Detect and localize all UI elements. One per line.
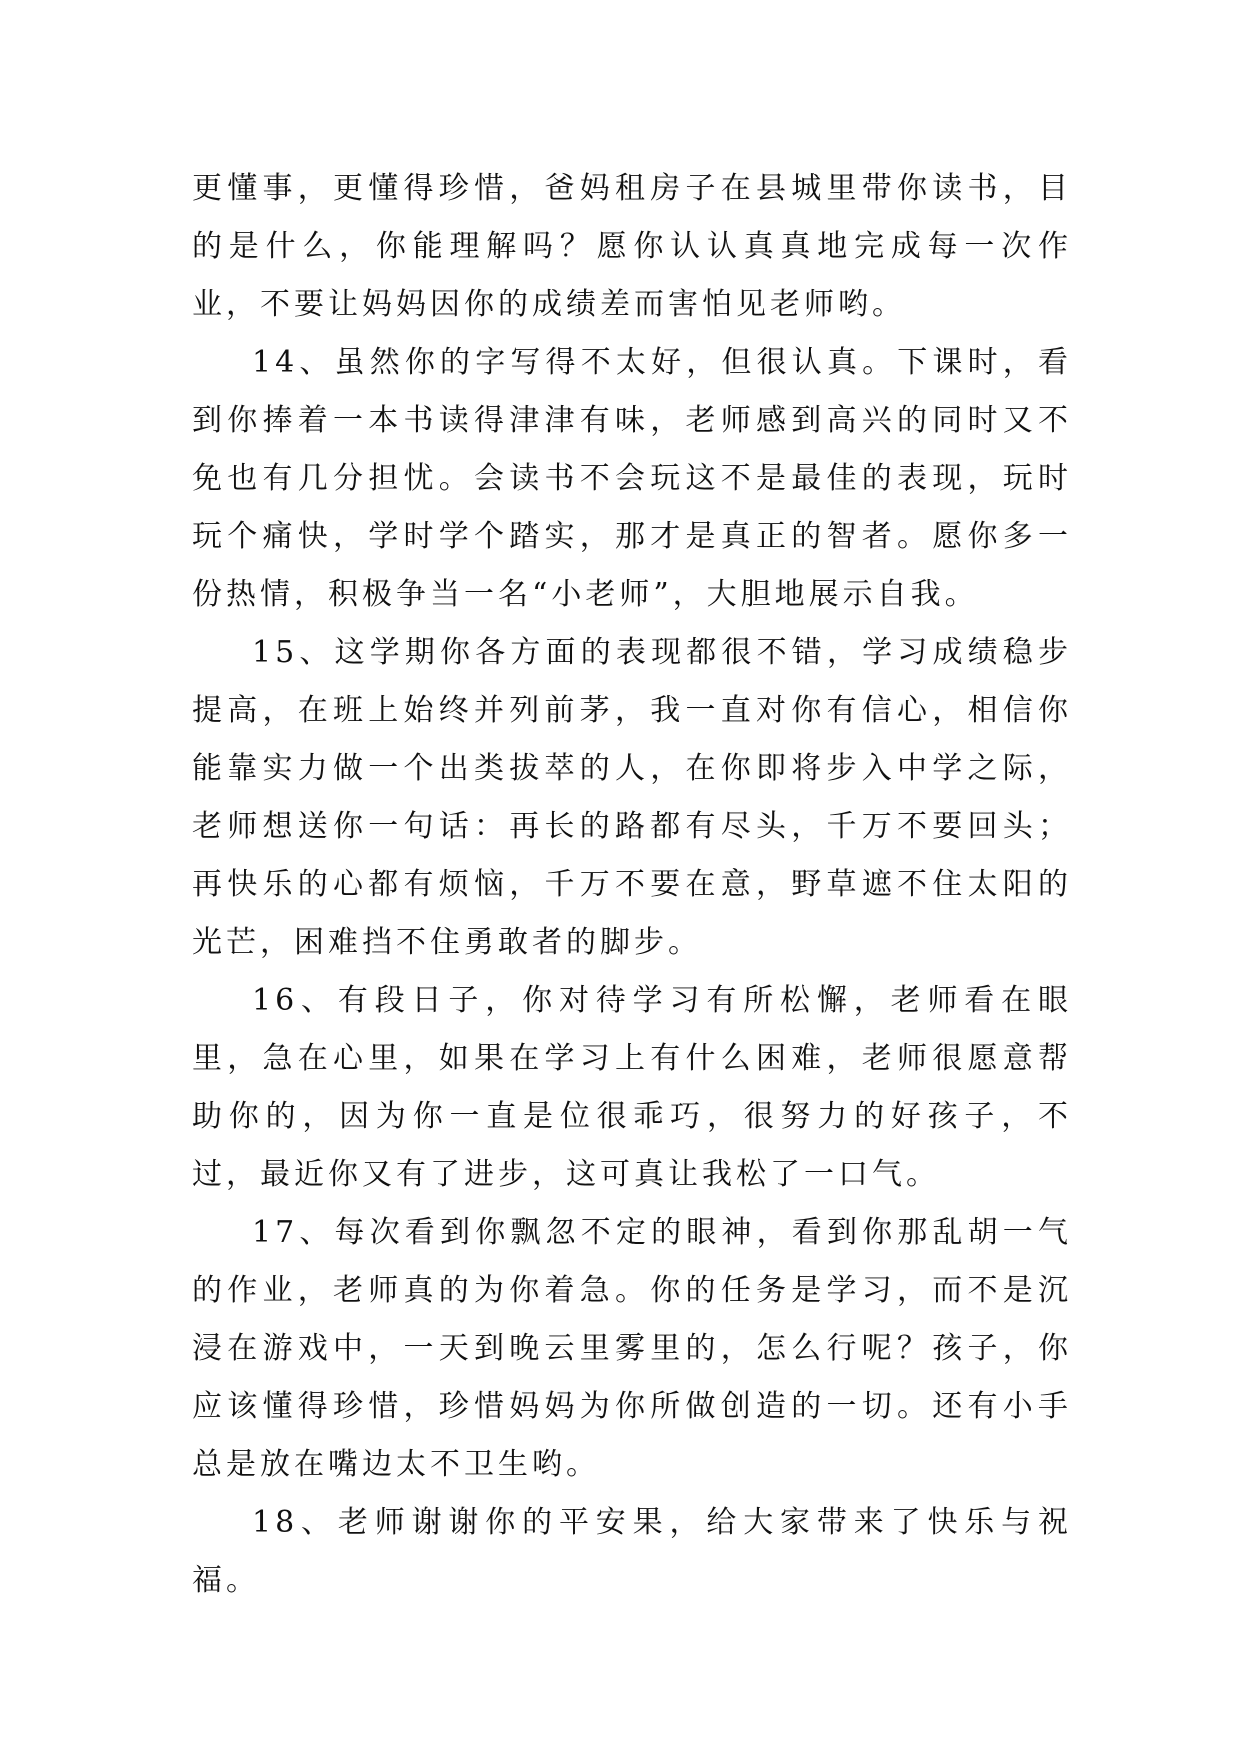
paragraph-14: 14、虽然你的字写得不太好，但很认真。下课时，看到你捧着一本书读得津津有味，老师感到高兴的同时又不免也有几分担忧。会读书不会玩这不是最佳的表现，玩时玩个痛快，学时学个踏实，那才是真正的智者。愿你多一份热情，积极争当一名“小老师”，大胆地展示自我。 (192, 345, 1072, 612)
document-page (192, 160, 1072, 1610)
paragraph-17: 17、每次看到你飘忽不定的眼神，看到你那乱胡一气的作业，老师真的为你着急。你的任务是学习，而不是沉浸在游戏中，一天到晚云里雾里的，怎么行呢？孩子，你应该懂得珍惜，珍惜妈妈为你所做创造的一切。还有小手总是放在嘴边太不卫生哟。 (192, 1215, 1072, 1482)
paragraph-16: 16、有段日子，你对待学习有所松懈，老师看在眼里，急在心里，如果在学习上有什么困难，老师很愿意帮助你的，因为你一直是位很乖巧，很努力的好孩子，不过，最近你又有了进步，这可真让我松了一口气。 (192, 983, 1072, 1192)
paragraph-15: 15、这学期你各方面的表现都很不错，学习成绩稳步提高，在班上始终并列前茅，我一直对你有信心，相信你能靠实力做一个出类拔萃的人，在你即将步入中学之际，老师想送你一句话：再长的路都有尽头，千万不要回头；再快乐的心都有烦恼，千万不要在意，野草遮不住太阳的光芒，困难挡不住勇敢者的脚步。 (192, 635, 1072, 960)
paragraph-continued: 更懂事，更懂得珍惜，爸妈租房子在县城里带你读书，目的是什么，你能理解吗？愿你认认真真地完成每一次作业，不要让妈妈因你的成绩差而害怕见老师哟。 (192, 171, 1072, 322)
paragraph-18: 18、老师谢谢你的平安果，给大家带来了快乐与祝福。 (192, 1505, 1072, 1598)
